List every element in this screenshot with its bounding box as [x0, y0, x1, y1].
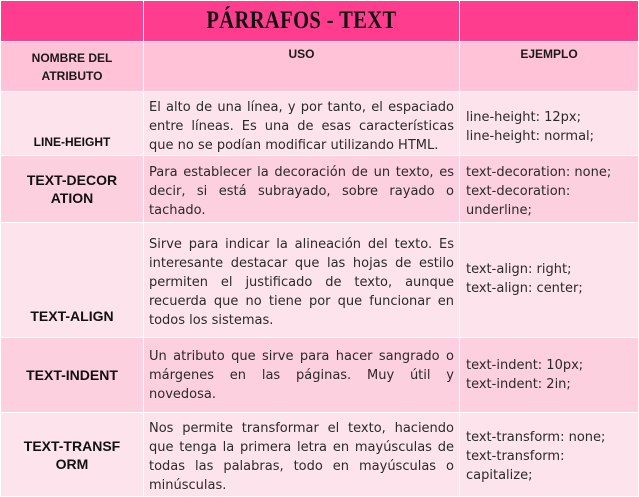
attribute-name-label: TEXT-TRANSFORM — [23, 437, 121, 472]
usage-text: Sirve para indicar la alineación del texto. Es interesante destacar que las hojas de estilo permiten el justificado de texto, aunque recuerda que no tiene por que funcionar en todos los sistemas. — [149, 236, 454, 328]
attribute-name: TEXT-INDENT — [1, 338, 144, 413]
example-line: text-decoration: underline; — [466, 183, 571, 218]
attribute-name: LINE-HEIGHT — [1, 92, 144, 156]
table-row — [1, 156, 639, 223]
example-line: text-indent: 2in; — [466, 377, 571, 392]
column-header-example: EJEMPLO — [460, 42, 639, 92]
example-line: text-indent: 10px; — [466, 358, 584, 373]
usage-text: Nos permite transformar el texto, haciendo que tenga la primera letra en mayúsculas de todas las palabras, todo en mayúsculas o minúsculas. — [149, 420, 454, 493]
example-line: text-decoration: none; — [466, 164, 612, 180]
title-row — [1, 1, 639, 42]
attribute-usage — [144, 413, 460, 497]
table-row — [1, 338, 639, 413]
attribute-name-label: TEXT-DECORATION — [26, 172, 118, 206]
example-line: line-height: normal; — [466, 128, 595, 144]
table-row — [1, 223, 639, 338]
attribute-usage — [144, 156, 460, 223]
attribute-name: TEXT-ALIGN — [1, 223, 144, 338]
attribute-examples — [460, 156, 639, 223]
example-line: text-align: right; — [466, 262, 572, 277]
column-header-usage: USO — [144, 42, 460, 92]
usage-text: El alto de una línea, y por tanto, el espaciado entre líneas. Es una de esas características que no se podían modificar utilizando HTML. — [149, 100, 454, 153]
attribute-name — [1, 156, 144, 223]
example-line: text-align: center; — [466, 281, 583, 296]
example-line: text-transform: capitalize; — [466, 449, 565, 483]
example-line: line-height: 12px; — [466, 109, 581, 125]
title-cell — [144, 1, 460, 42]
attribute-usage — [144, 92, 460, 156]
attribute-examples — [460, 92, 639, 156]
usage-text: Para establecer la decoración de un texto, es decir, si está subrayado, sobre rayado o tachado. — [149, 164, 454, 218]
header-row — [1, 42, 639, 92]
attribute-examples — [460, 413, 639, 497]
example-line: text-transform: none; — [466, 430, 606, 445]
attribute-name — [1, 413, 144, 497]
table-row — [1, 92, 639, 156]
attribute-examples — [460, 223, 639, 338]
usage-text: Un atributo que sirve para hacer sangrado o márgenes en las páginas. Muy útil y novedosa. — [149, 348, 454, 402]
column-header-attribute-label: NOMBRE DEL ATRIBUTO — [31, 50, 113, 83]
column-header-attribute — [1, 42, 144, 92]
page-title: PÁRRAFOS - TEXT — [206, 7, 397, 34]
attribute-usage — [144, 223, 460, 338]
attribute-usage — [144, 338, 460, 413]
table-row — [1, 413, 639, 497]
attribute-examples — [460, 338, 639, 413]
